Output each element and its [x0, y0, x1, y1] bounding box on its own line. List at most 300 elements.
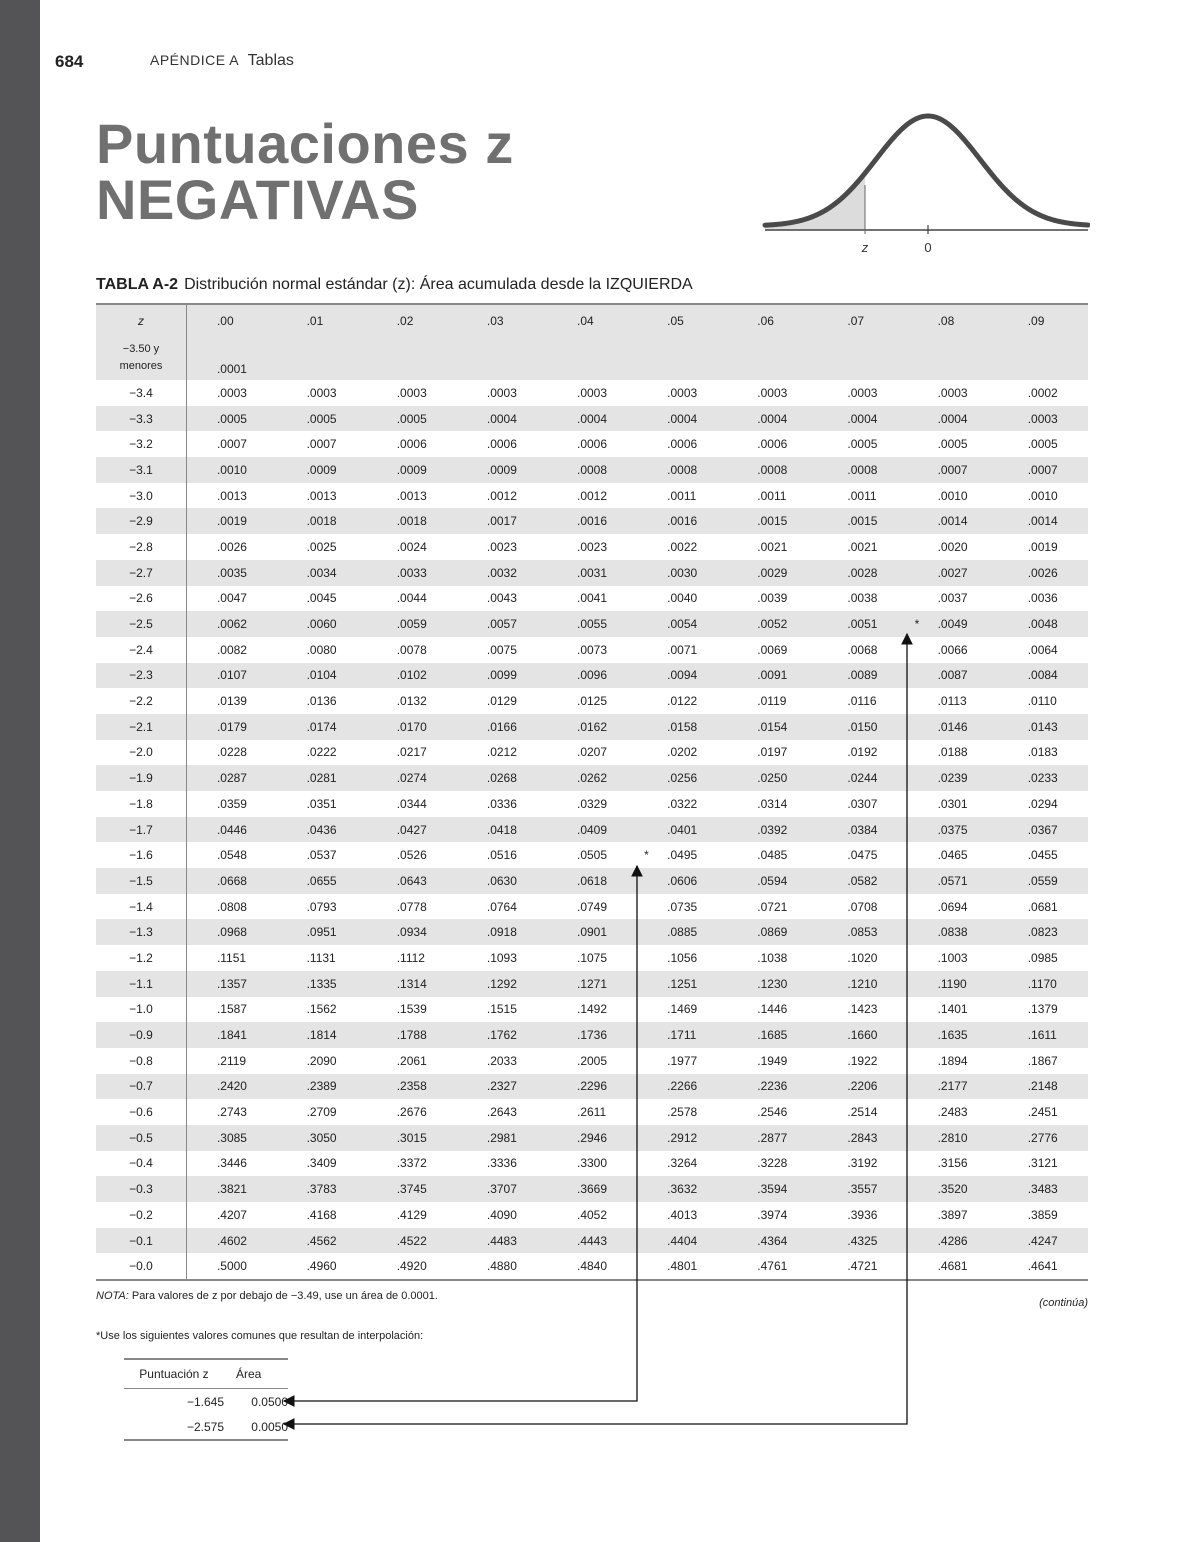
table-cell — [277, 1099, 367, 1125]
table-cell — [727, 508, 817, 534]
table-cell — [817, 714, 907, 740]
cell-value: .0037 — [937, 591, 968, 606]
cell-value: .1170 — [1027, 976, 1057, 991]
table-cell — [637, 586, 727, 612]
cell-value: .0003 — [486, 385, 517, 400]
table-cell — [457, 483, 547, 509]
interp-z-cell: −2.575 — [186, 1419, 224, 1434]
cell-value: .0436 — [306, 822, 337, 837]
cell-value: .0041 — [577, 591, 608, 606]
table-cell — [547, 842, 637, 868]
z-value-line-1: −3.50 y — [122, 343, 160, 355]
z-value-cell: −0.6 — [96, 1099, 186, 1125]
z-column-header: z — [96, 304, 186, 336]
table-cell: .0001 — [186, 336, 276, 380]
cell-value: .0150 — [847, 719, 878, 734]
table-cell — [277, 1022, 367, 1048]
table-cell — [367, 1125, 457, 1151]
cell-value: .3821 — [216, 1182, 247, 1197]
z-value-cell: −0.2 — [96, 1202, 186, 1228]
table-cell — [637, 663, 727, 689]
cell-value: .2946 — [577, 1130, 608, 1145]
table-cell — [547, 1202, 637, 1228]
cell-value: .2810 — [937, 1130, 968, 1145]
cell-value: .0011 — [847, 488, 877, 503]
table-cell — [457, 663, 547, 689]
cell-value: .0004 — [937, 411, 968, 426]
table-cell — [457, 1125, 547, 1151]
table-cell — [998, 560, 1088, 586]
cell-value: .1020 — [847, 950, 878, 965]
table-cell — [457, 534, 547, 560]
cell-value: .0274 — [396, 771, 427, 786]
cell-value: .0054 — [667, 617, 698, 632]
table-cell — [457, 560, 547, 586]
table-cell — [908, 457, 998, 483]
cell-value: .0049 — [937, 617, 968, 632]
table-cell — [277, 1176, 367, 1202]
cell-value: .0011 — [757, 488, 787, 503]
table-cell — [908, 1048, 998, 1074]
table-cell — [277, 611, 367, 637]
table-cell — [457, 868, 547, 894]
table-cell — [367, 1202, 457, 1228]
cell-value: .0630 — [486, 873, 517, 888]
table-cell — [727, 336, 817, 380]
cell-value: .5000 — [216, 1259, 247, 1274]
table-row — [96, 740, 1088, 766]
cell-value: .0012 — [577, 488, 608, 503]
cell-value: .2148 — [1027, 1079, 1058, 1094]
table-cell — [637, 457, 727, 483]
cell-value: .0005 — [216, 411, 247, 426]
table-cell — [637, 1099, 727, 1125]
cell-value: .3085 — [216, 1130, 247, 1145]
cell-value: .1539 — [396, 1002, 427, 1017]
cell-value: .0094 — [667, 668, 698, 683]
column-header: .09 — [998, 304, 1088, 336]
table-cell — [186, 842, 276, 868]
table-row — [96, 431, 1088, 457]
cell-value: .0207 — [577, 745, 608, 760]
table-cell — [817, 1253, 907, 1280]
cell-value: .0022 — [667, 539, 698, 554]
table-cell — [998, 919, 1088, 945]
cell-value: .4286 — [937, 1233, 968, 1248]
table-cell — [637, 534, 727, 560]
table-cell — [908, 637, 998, 663]
table-cell — [186, 586, 276, 612]
table-row — [96, 1074, 1088, 1100]
table-cell — [637, 1176, 727, 1202]
z-value-cell: −3.1 — [96, 457, 186, 483]
table-cell — [727, 919, 817, 945]
cell-value: .2090 — [306, 1053, 337, 1068]
cell-value: .4364 — [757, 1233, 788, 1248]
cell-value: .0044 — [396, 591, 427, 606]
cell-value: .2119 — [216, 1053, 247, 1068]
zero-axis-label: 0 — [924, 240, 932, 255]
table-cell — [637, 1151, 727, 1177]
cell-value: .0869 — [757, 925, 788, 940]
table-cell — [998, 997, 1088, 1023]
table-cell — [186, 894, 276, 920]
cell-value: .0244 — [847, 771, 878, 786]
cell-value: .3228 — [757, 1156, 788, 1171]
table-cell — [817, 1074, 907, 1100]
cell-value: .0015 — [847, 514, 878, 529]
table-cell — [817, 457, 907, 483]
table-cell — [457, 1048, 547, 1074]
table-cell — [547, 765, 637, 791]
table-cell — [908, 1228, 998, 1254]
z-value-cell: −0.9 — [96, 1022, 186, 1048]
table-header-row — [96, 304, 1088, 336]
cell-value: .0006 — [396, 437, 427, 452]
table-cell — [637, 1253, 727, 1280]
table-cell — [727, 971, 817, 997]
table-cell — [277, 1202, 367, 1228]
cell-value: .0006 — [577, 437, 608, 452]
cell-value: .0003 — [667, 385, 698, 400]
cell-value: .0125 — [577, 694, 608, 709]
cell-value: .0823 — [1027, 925, 1058, 940]
cell-value: .0024 — [396, 539, 427, 554]
table-row — [96, 1022, 1088, 1048]
cell-value: .2005 — [577, 1053, 608, 1068]
cell-value: .0166 — [486, 719, 517, 734]
cell-value: .0885 — [667, 925, 698, 940]
cell-value: .3192 — [847, 1156, 878, 1171]
table-cell — [908, 336, 998, 380]
cell-value: .3897 — [937, 1207, 968, 1222]
table-cell — [547, 1151, 637, 1177]
cell-value: .0107 — [216, 668, 247, 683]
cell-value: .0143 — [1027, 719, 1058, 734]
cell-value: .0008 — [667, 462, 698, 477]
table-cell — [186, 714, 276, 740]
table-cell — [457, 1074, 547, 1100]
cell-value: .0006 — [757, 437, 788, 452]
z-value-cell: −2.4 — [96, 637, 186, 663]
table-cell — [727, 765, 817, 791]
cell-value: .0116 — [847, 694, 877, 709]
cell-value: .4681 — [937, 1259, 968, 1274]
cell-value: .0314 — [757, 796, 788, 811]
cell-value: .0019 — [1027, 539, 1058, 554]
table-cell — [367, 714, 457, 740]
table-cell — [727, 714, 817, 740]
table-cell — [277, 919, 367, 945]
table-cell — [186, 508, 276, 534]
table-cell — [998, 1022, 1088, 1048]
table-cell — [727, 894, 817, 920]
z-score-header: Puntuación z — [124, 1359, 228, 1389]
table-cell — [547, 997, 637, 1023]
cell-value: .0038 — [847, 591, 878, 606]
table-cell — [908, 1202, 998, 1228]
table-cell — [547, 508, 637, 534]
table-cell — [547, 740, 637, 766]
column-header: .00 — [186, 304, 276, 336]
cell-value: .0008 — [577, 462, 608, 477]
cell-value: .0708 — [847, 899, 878, 914]
table-cell — [727, 997, 817, 1023]
cell-value: .0655 — [306, 873, 337, 888]
cell-value: .0014 — [937, 514, 968, 529]
cell-value: .0075 — [486, 642, 517, 657]
table-row — [96, 380, 1088, 406]
cell-value: .0239 — [937, 771, 968, 786]
cell-value: .3707 — [486, 1182, 517, 1197]
z-value-cell: −0.5 — [96, 1125, 186, 1151]
table-cell — [367, 586, 457, 612]
table-cell — [277, 740, 367, 766]
cell-value: .3372 — [396, 1156, 427, 1171]
cell-value: .0003 — [1027, 411, 1058, 426]
table-row — [96, 336, 1088, 380]
cell-value: .0250 — [757, 771, 788, 786]
cell-value: .2327 — [486, 1079, 517, 1094]
cell-value: .0014 — [1027, 514, 1058, 529]
cell-value: .3557 — [847, 1182, 878, 1197]
cell-value: .0268 — [486, 771, 517, 786]
cell-value: .4090 — [486, 1207, 517, 1222]
table-row — [96, 508, 1088, 534]
table-cell — [457, 919, 547, 945]
table-cell — [998, 457, 1088, 483]
table-cell — [186, 1228, 276, 1254]
cell-value: .0192 — [847, 745, 878, 760]
table-cell — [547, 336, 637, 380]
cell-value: .0136 — [306, 694, 337, 709]
cell-value: .2236 — [757, 1079, 788, 1094]
table-cell — [186, 1176, 276, 1202]
cell-value: .1515 — [486, 1002, 517, 1017]
table-cell — [637, 1022, 727, 1048]
cell-value: .3594 — [757, 1182, 788, 1197]
table-cell — [817, 406, 907, 432]
cell-value: .0606 — [667, 873, 698, 888]
cell-value: .0951 — [306, 925, 337, 940]
z-value-cell: −3.3 — [96, 406, 186, 432]
cell-value: .0066 — [937, 642, 968, 657]
cell-value: .0003 — [216, 385, 247, 400]
cell-value: .0006 — [486, 437, 517, 452]
table-cell — [547, 483, 637, 509]
cell-value: .0071 — [667, 642, 698, 657]
table-cell — [547, 1048, 637, 1074]
cell-value: .1587 — [216, 1002, 247, 1017]
interp-area-cell: 0.0050 — [251, 1419, 288, 1434]
table-cell — [637, 431, 727, 457]
table-cell — [186, 611, 276, 637]
cell-value: .0091 — [757, 668, 788, 683]
table-cell — [727, 611, 817, 637]
table-cell — [908, 688, 998, 714]
cell-value: .1635 — [937, 1028, 968, 1043]
cell-value: .0096 — [577, 668, 608, 683]
table-row — [96, 997, 1088, 1023]
table-cell — [186, 380, 276, 406]
cell-value: .0026 — [216, 539, 247, 554]
cell-value: .4052 — [577, 1207, 608, 1222]
cell-value: .4721 — [847, 1259, 878, 1274]
table-cell — [457, 714, 547, 740]
table-cell — [727, 740, 817, 766]
table-cell — [908, 817, 998, 843]
table-cell — [817, 842, 907, 868]
cell-value: .0010 — [937, 488, 968, 503]
cell-value: .0031 — [577, 565, 608, 580]
table-cell — [817, 1151, 907, 1177]
cell-value: .1038 — [757, 950, 788, 965]
cell-value: .0013 — [306, 488, 337, 503]
table-cell — [908, 1125, 998, 1151]
cell-value: .2389 — [306, 1079, 337, 1094]
table-cell — [998, 1099, 1088, 1125]
table-cell — [817, 663, 907, 689]
table-cell — [277, 1151, 367, 1177]
table-cell — [277, 688, 367, 714]
table-cell — [457, 945, 547, 971]
table-cell — [817, 380, 907, 406]
table-cell — [457, 431, 547, 457]
table-cell — [998, 380, 1088, 406]
cell-value: .0009 — [486, 462, 517, 477]
table-cell — [547, 560, 637, 586]
cell-value: .0287 — [216, 771, 247, 786]
table-cell — [457, 1176, 547, 1202]
cell-value: .0018 — [306, 514, 337, 529]
table-cell — [908, 431, 998, 457]
table-cell — [367, 483, 457, 509]
table-cell — [457, 1228, 547, 1254]
table-cell — [367, 971, 457, 997]
table-cell — [817, 483, 907, 509]
table-cell — [637, 380, 727, 406]
z-value-cell: −3.2 — [96, 431, 186, 457]
cell-value: .0427 — [396, 822, 427, 837]
cell-value: .1660 — [847, 1028, 878, 1043]
cell-value: .0057 — [486, 617, 517, 632]
table-cell — [367, 894, 457, 920]
cell-value: .1841 — [216, 1028, 247, 1043]
table-cell — [998, 1253, 1088, 1280]
table-cell — [998, 534, 1088, 560]
cell-value: .0003 — [757, 385, 788, 400]
cell-value: .1151 — [216, 950, 247, 965]
cell-value: .0104 — [306, 668, 337, 683]
table-row — [96, 1125, 1088, 1151]
table-cell — [637, 740, 727, 766]
table-cell — [908, 483, 998, 509]
table-cell — [186, 765, 276, 791]
page-number: 684 — [55, 52, 84, 71]
table-cell — [367, 611, 457, 637]
z-table — [96, 303, 1088, 1281]
interp-area-cell: 0.0500 — [251, 1394, 288, 1409]
cell-value: .3336 — [486, 1156, 517, 1171]
cell-value: .2643 — [486, 1105, 517, 1120]
table-cell — [186, 560, 276, 586]
table-cell — [547, 688, 637, 714]
table-cell — [277, 971, 367, 997]
cell-value: .2611 — [577, 1105, 607, 1120]
table-cell — [908, 663, 998, 689]
cell-value: .3050 — [306, 1130, 337, 1145]
z-value-cell: −1.7 — [96, 817, 186, 843]
cell-value: .0069 — [757, 642, 788, 657]
table-cell — [277, 1253, 367, 1280]
table-cell — [186, 1074, 276, 1100]
cell-value: .0188 — [937, 745, 968, 760]
table-cell — [277, 586, 367, 612]
table-cell — [727, 1125, 817, 1151]
table-cell — [547, 406, 637, 432]
appendix-label: APÉNDICE A — [150, 52, 240, 68]
cell-value: .0418 — [486, 822, 517, 837]
note-text: Para valores de z por debajo de −3.49, use un área de 0.0001. — [128, 1290, 438, 1302]
cell-value: .0322 — [667, 796, 698, 811]
table-cell — [277, 817, 367, 843]
cell-value: .0537 — [306, 848, 337, 863]
z-value-cell: −2.1 — [96, 714, 186, 740]
cell-value: .0010 — [216, 462, 247, 477]
table-cell — [727, 380, 817, 406]
cell-value: .2177 — [937, 1079, 968, 1094]
cell-value: .0018 — [396, 514, 427, 529]
cell-value: .0010 — [1027, 488, 1058, 503]
cell-value: .0005 — [396, 411, 427, 426]
table-cell — [817, 534, 907, 560]
cell-value: .0008 — [847, 462, 878, 477]
cell-value: .0021 — [757, 539, 788, 554]
cell-value: .4562 — [306, 1233, 337, 1248]
cell-value: .0087 — [937, 668, 968, 683]
table-cell — [367, 1253, 457, 1280]
cell-value: .3483 — [1027, 1182, 1058, 1197]
cell-value: .0985 — [1027, 950, 1058, 965]
cell-value: .1736 — [577, 1028, 608, 1043]
cell-value: .0329 — [577, 796, 608, 811]
table-cell — [817, 817, 907, 843]
z-value-cell: −2.6 — [96, 586, 186, 612]
table-cell — [457, 586, 547, 612]
z-value-cell: −3.0 — [96, 483, 186, 509]
cell-value: .3264 — [667, 1156, 698, 1171]
cell-value: .0202 — [667, 745, 698, 760]
table-cell — [727, 817, 817, 843]
cell-value: .2483 — [937, 1105, 968, 1120]
cell-value: .0003 — [306, 385, 337, 400]
page-edge-bar — [0, 0, 40, 1542]
cell-value: .0505 — [577, 848, 608, 863]
cell-value: .1867 — [1027, 1053, 1058, 1068]
table-row — [96, 1151, 1088, 1177]
table-cell — [186, 868, 276, 894]
table-cell — [998, 817, 1088, 843]
table-row — [96, 971, 1088, 997]
cell-value: .3520 — [937, 1182, 968, 1197]
cell-value: .0154 — [757, 719, 788, 734]
table-cell — [367, 1176, 457, 1202]
table-cell — [277, 1228, 367, 1254]
table-label: TABLA A-2 — [96, 276, 179, 293]
cell-value: .1711 — [667, 1028, 697, 1043]
cell-value: .1977 — [667, 1053, 698, 1068]
cell-value: .3745 — [396, 1182, 427, 1197]
